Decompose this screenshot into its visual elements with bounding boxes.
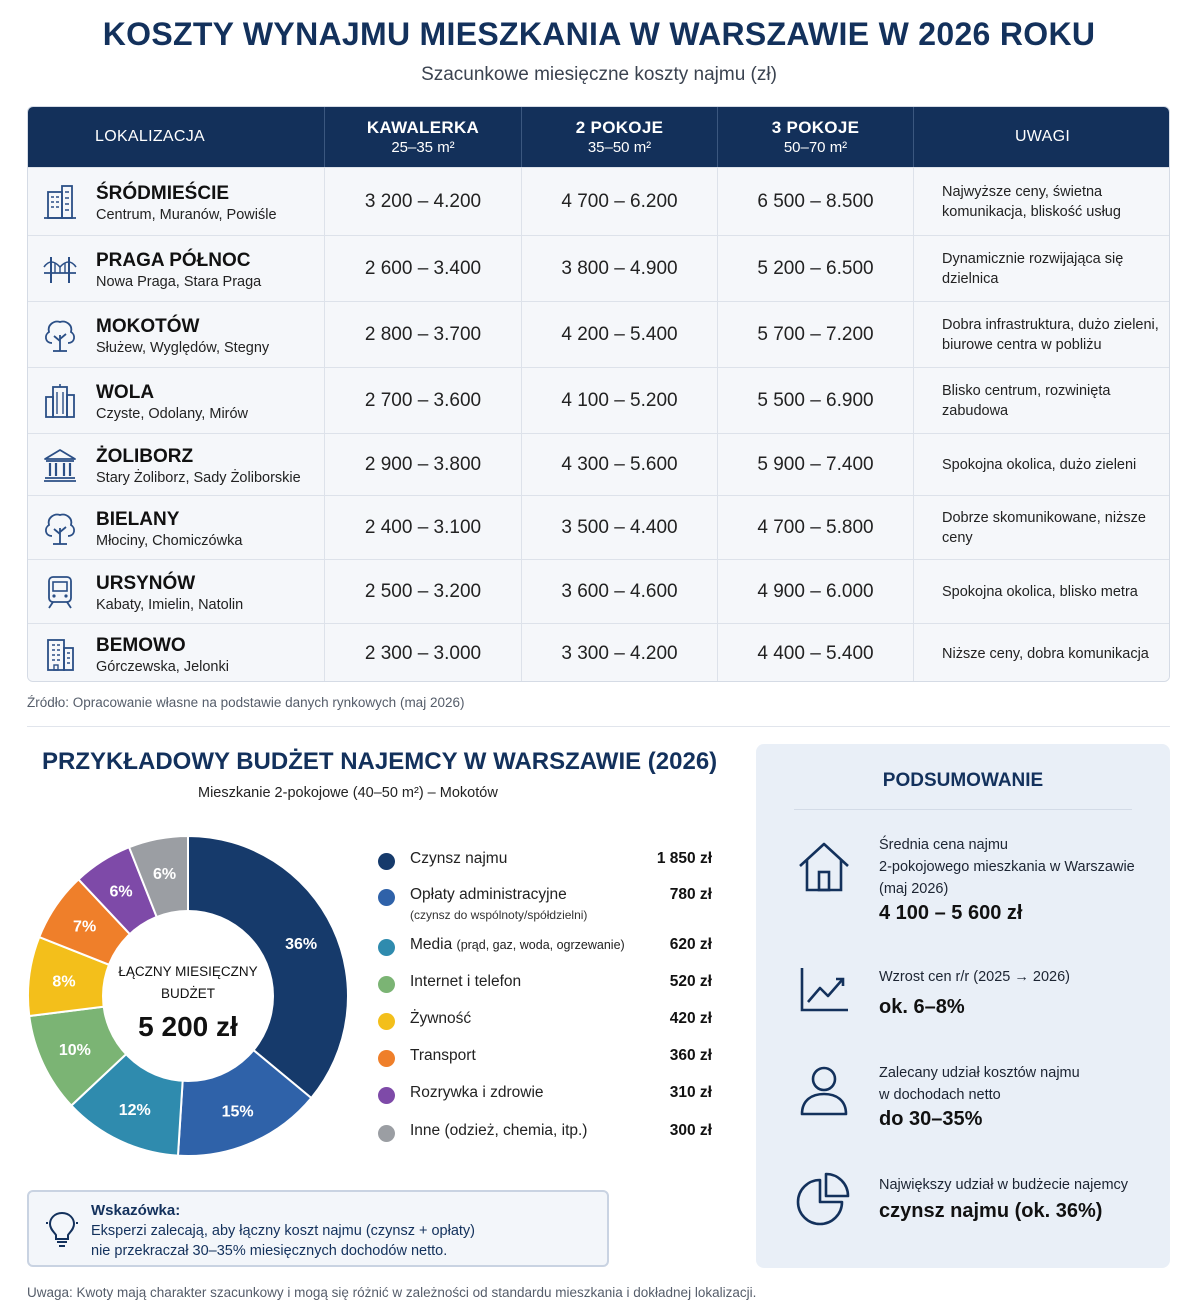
price-cell-three-rooms: 4 700 – 5.800: [718, 496, 914, 559]
slice-percent-label: 15%: [221, 1103, 254, 1121]
location-cell: [28, 434, 325, 495]
legend-amount: 780 zł: [669, 886, 712, 903]
table-header: [28, 107, 1170, 167]
location-cell: [28, 560, 325, 623]
col-header-notes: UWAGI: [1014, 128, 1071, 145]
summary-largest-share-label: Największy udział w budżecie najemcy: [879, 1177, 1129, 1193]
donut-center-value: 5 200 zł: [138, 1011, 238, 1042]
price-cell-three-rooms: 5 900 – 7.400: [718, 434, 914, 495]
legend-swatch: [378, 939, 395, 956]
legend-swatch: [378, 1050, 395, 1067]
location-cell: [28, 168, 325, 235]
table-row: [28, 367, 1170, 433]
notes-cell: Dynamicznie rozwijająca się dzielnica: [942, 250, 1124, 287]
legend-label: Media (prąd, gaz, woda, ogrzewanie): [410, 936, 625, 953]
building-icon: [42, 184, 78, 220]
donut-center-label-2: BUDŻET: [161, 986, 215, 1001]
price-cell-two-rooms: 3 500 – 4.400: [522, 496, 718, 559]
columns-building-icon: [42, 447, 78, 483]
summary-avg-price-value: 4 100 – 5 600 zł: [879, 902, 1023, 924]
price-cell-studio: 2 800 – 3.700: [325, 302, 522, 367]
price-cell-two-rooms: 3 800 – 4.900: [522, 236, 718, 301]
summary-panel: [756, 744, 1170, 1268]
legend-swatch: [378, 1013, 395, 1030]
tree-icon: [42, 510, 78, 546]
notes-cell: Niższe ceny, dobra komunikacja: [942, 645, 1149, 662]
district-name: MOKOTÓW: [96, 315, 200, 337]
table-row: [28, 167, 1170, 235]
legend-amount: 520 zł: [669, 973, 712, 990]
legend-label: Czynsz najmu: [410, 850, 508, 867]
summary-title: PODSUMOWANIE: [882, 770, 1044, 791]
price-cell-three-rooms: 4 400 – 5.400: [718, 624, 914, 682]
legend-label: Transport: [410, 1047, 476, 1064]
price-cell-studio: 2 900 – 3.800: [325, 434, 522, 495]
section-divider: [27, 726, 1170, 727]
price-cell-studio: 2 400 – 3.100: [325, 496, 522, 559]
price-cell-studio: 2 300 – 3.000: [325, 624, 522, 682]
lightbulb-icon: [45, 1209, 79, 1249]
price-cell-studio: 2 700 – 3.600: [325, 368, 522, 433]
tree-icon: [42, 317, 78, 353]
legend-detail: (prąd, gaz, woda, ogrzewanie): [456, 938, 625, 952]
summary-avg-price-label: Średnia cena najmu 2-pokojowego mieszkania w Warszawie (maj 2026): [879, 837, 1135, 897]
legend-swatch: [378, 976, 395, 993]
budget-title: PRZYKŁADOWY BUDŻET NAJEMCY W WARSZAWIE (2026): [42, 748, 718, 775]
legend-amount: 1 850 zł: [656, 850, 712, 867]
legend-swatch: [378, 1125, 395, 1142]
notes-cell: Spokojna okolica, blisko metra: [942, 583, 1138, 600]
price-cell-three-rooms: 5 200 – 6.500: [718, 236, 914, 301]
notes-cell: Dobra infrastruktura, dużo zieleni, biurowe centra w pobliżu: [942, 316, 1159, 353]
trend-up-icon: [796, 962, 852, 1018]
source-note: Źródło: Opracowanie własne na podstawie danych rynkowych (maj 2026): [27, 695, 465, 710]
district-areas: Stary Żoliborz, Sady Żoliborskie: [96, 469, 301, 486]
page-title: KOSZTY WYNAJMU MIESZKANIA W WARSZAWIE W 2026 ROKU: [102, 16, 1096, 52]
table-row: [28, 301, 1170, 367]
location-cell: [28, 368, 325, 433]
legend-swatch: [378, 889, 395, 906]
location-cell: [28, 496, 325, 559]
district-name: PRAGA PÓŁNOC: [96, 249, 251, 271]
price-cell-two-rooms: 4 100 – 5.200: [522, 368, 718, 433]
legend-amount: 360 zł: [669, 1047, 712, 1064]
pie-chart-icon: [796, 1170, 852, 1226]
price-cell-three-rooms: 5 700 – 7.200: [718, 302, 914, 367]
col-header-location: LOKALIZACJA: [28, 107, 325, 167]
footnote: Uwaga: Kwoty mają charakter szacunkowy i mogą się różnić w zależności od standardu mieszkania i dokładnej lokalizacji.: [27, 1285, 757, 1300]
slice-percent-label: 8%: [52, 973, 76, 991]
price-cell-two-rooms: 4 700 – 6.200: [522, 168, 718, 235]
notes-cell: Blisko centrum, rozwinięta zabudowa: [942, 382, 1111, 419]
slice-percent-label: 6%: [153, 866, 177, 884]
summary-growth-value: ok. 6–8%: [879, 996, 965, 1018]
legend-detail: (czynsz do wspólnoty/spółdzielni): [410, 908, 588, 922]
slice-percent-label: 7%: [73, 918, 97, 936]
table-row: [28, 559, 1170, 623]
location-cell: [28, 624, 325, 682]
legend-label: Rozrywka i zdrowie: [410, 1084, 544, 1101]
district-name: URSYNÓW: [96, 572, 196, 594]
tip-box: [27, 1190, 609, 1267]
price-cell-two-rooms: 3 600 – 4.600: [522, 560, 718, 623]
col-header-studio: KAWALERKA 25–35 m²: [325, 107, 522, 167]
table-row: [28, 623, 1170, 682]
page-subtitle: Szacunkowe miesięczne koszty najmu (zł): [421, 64, 777, 85]
summary-income-share-value: do 30–35%: [879, 1108, 983, 1130]
price-cell-studio: 2 500 – 3.200: [325, 560, 522, 623]
price-cell-three-rooms: 6 500 – 8.500: [718, 168, 914, 235]
price-cell-two-rooms: 4 300 – 5.600: [522, 434, 718, 495]
district-areas: Centrum, Muranów, Powiśle: [96, 206, 277, 223]
budget-subtitle: Mieszkanie 2-pokojowe (40–50 m²) – Mokotów: [198, 785, 498, 801]
tip-body: Eksperzi zalecają, aby łączny koszt najmu (czynsz + opłaty) nie przekraczał 30–35% miesięcznych dochodów netto.: [91, 1223, 476, 1259]
district-areas: Służew, Wyględów, Stegny: [96, 339, 270, 356]
slice-percent-label: 12%: [118, 1102, 151, 1120]
notes-cell: Dobrze skomunikowane, niższe ceny: [942, 509, 1146, 546]
table-row: [28, 495, 1170, 559]
tip-title: Wskazówka:: [91, 1202, 181, 1219]
rent-table: [27, 106, 1170, 682]
district-name: BIELANY: [96, 508, 180, 530]
legend-amount: 310 zł: [669, 1084, 712, 1101]
skyscraper-icon: [42, 383, 78, 419]
train-icon: [42, 574, 78, 610]
legend-label: Internet i telefon: [410, 973, 522, 990]
district-name: WOLA: [96, 381, 155, 403]
legend-swatch: [378, 853, 395, 870]
table-row: [28, 235, 1170, 301]
legend-amount: 420 zł: [669, 1010, 712, 1027]
location-cell: [28, 236, 325, 301]
district-name: ŻOLIBORZ: [96, 445, 194, 467]
district-name: BEMOWO: [96, 634, 186, 656]
slice-percent-label: 6%: [109, 883, 133, 901]
notes-cell: Spokojna okolica, dużo zieleni: [942, 456, 1137, 473]
legend-amount: 620 zł: [669, 936, 712, 953]
price-cell-studio: 3 200 – 4.200: [325, 168, 522, 235]
summary-growth-label: Wzrost cen r/r (2025 → 2026): [879, 969, 1070, 985]
price-cell-two-rooms: 3 300 – 4.200: [522, 624, 718, 682]
person-icon: [796, 1062, 852, 1118]
location-cell: [28, 302, 325, 367]
summary-divider: [794, 809, 1132, 810]
notes-cell: Najwyższe ceny, świetna komunikacja, bliskość usług: [942, 183, 1121, 220]
legend-label: Inne (odzież, chemia, itp.): [410, 1122, 588, 1139]
budget-donut-chart: [22, 830, 354, 1162]
summary-largest-share-value: czynsz najmu (ok. 36%): [879, 1200, 1103, 1222]
col-header-three-rooms: 3 POKOJE 50–70 m²: [718, 107, 914, 167]
house-icon: [796, 838, 852, 894]
slice-percent-label: 36%: [285, 935, 318, 953]
price-cell-two-rooms: 4 200 – 5.400: [522, 302, 718, 367]
bridge-icon: [42, 251, 78, 287]
price-cell-studio: 2 600 – 3.400: [325, 236, 522, 301]
district-areas: Młociny, Chomiczówka: [96, 532, 243, 549]
col-header-two-rooms: 2 POKOJE 35–50 m²: [522, 107, 718, 167]
slice-percent-label: 10%: [58, 1042, 91, 1060]
summary-income-share-label: Zalecany udział kosztów najmu w dochodach netto: [879, 1065, 1080, 1103]
legend-label: Żywność: [410, 1010, 472, 1027]
district-areas: Czyste, Odolany, Mirów: [96, 405, 249, 422]
district-areas: Kabaty, Imielin, Natolin: [96, 596, 244, 613]
price-cell-three-rooms: 4 900 – 6.000: [718, 560, 914, 623]
district-areas: Górczewska, Jelonki: [96, 658, 229, 675]
price-cell-three-rooms: 5 500 – 6.900: [718, 368, 914, 433]
donut-center-label-1: ŁĄCZNY MIESIĘCZNY: [118, 964, 258, 979]
legend-amount: 300 zł: [669, 1122, 712, 1139]
legend-swatch: [378, 1087, 395, 1104]
district-areas: Nowa Praga, Stara Praga: [96, 273, 262, 290]
district-name: ŚRÓDMIEŚCIE: [96, 182, 230, 204]
legend-label: Opłaty administracyjne: [410, 886, 567, 903]
table-row: [28, 433, 1170, 495]
apartment-icon: [42, 636, 78, 672]
